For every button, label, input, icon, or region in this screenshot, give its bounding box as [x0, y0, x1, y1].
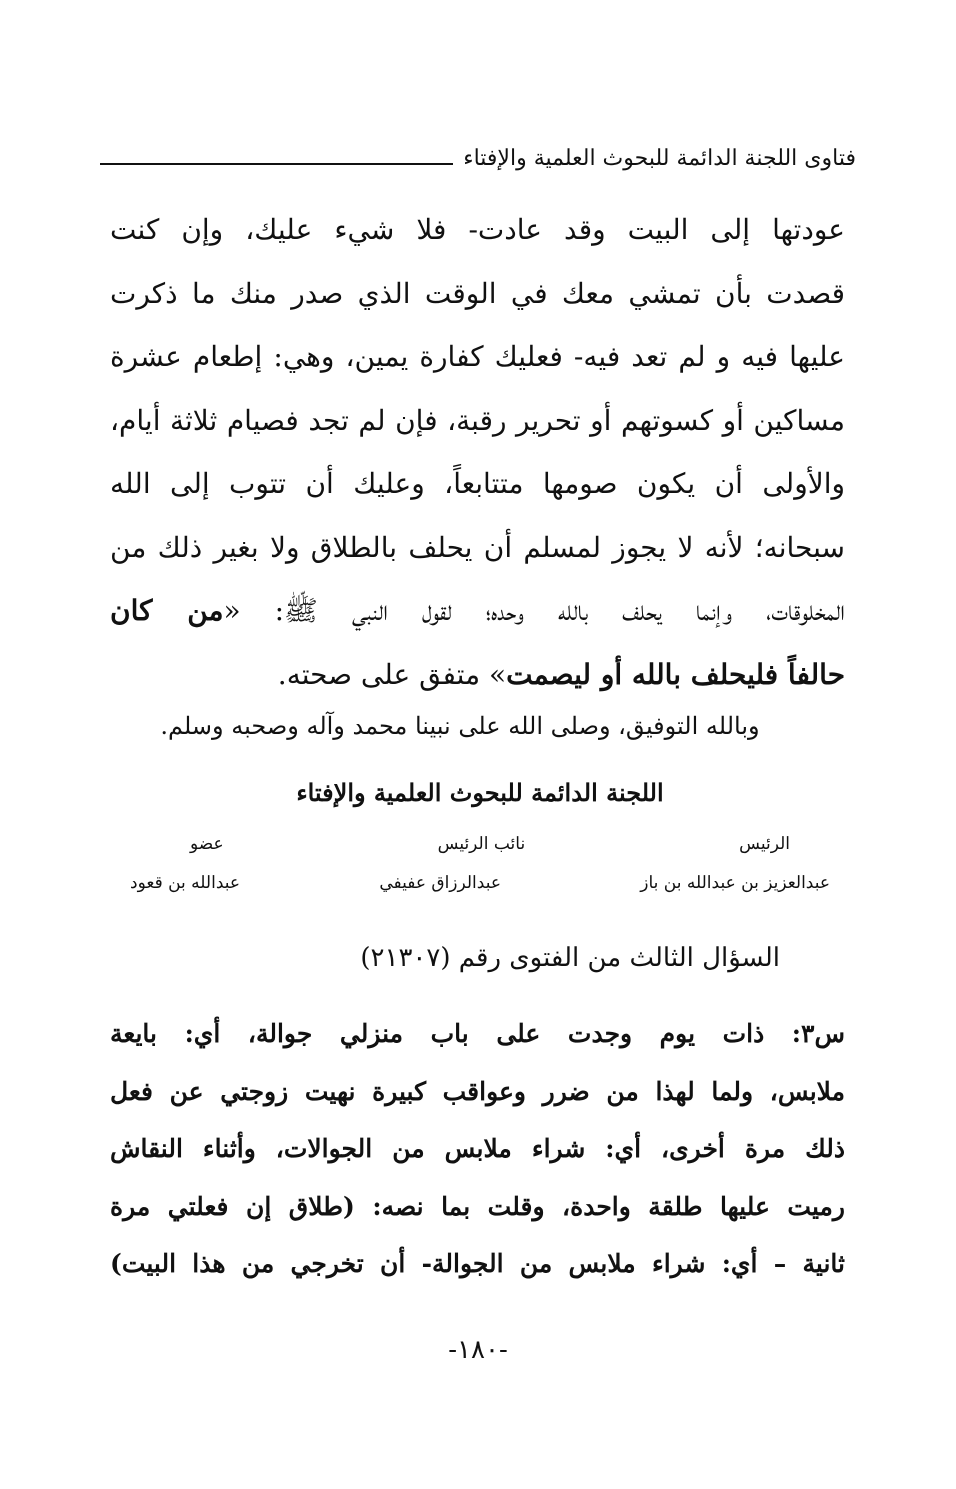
text-line: س٣: ذات يوم وجدت على باب منزلي جوالة، أي: بايعة	[110, 1019, 845, 1048]
question-reference: السؤال الثالث من الفتوى رقم (٢١٣٠٧)	[360, 943, 780, 973]
hadith-text: من كان	[110, 594, 224, 627]
text-line: قصدت بأن تمشي معك في الوقت الذي صدر منك ما ذكرت	[110, 276, 845, 310]
text-line: ثانية – أي: شراء ملابس من الجوالة- أن تخرجي من هذا البيت)	[110, 1249, 845, 1278]
text-line: عودتها إلى البيت وقد عادت- فلا شيء عليك، وإن كنت	[110, 213, 845, 246]
signatory-name: عبدالعزيز بن عبدالله بن باز	[640, 873, 830, 893]
text-line	[110, 579, 845, 643]
closing-prayer: وبالله التوفيق، وصلى الله على نبينا محمد وآله وصحبه وسلم.	[160, 712, 760, 740]
text-line	[110, 643, 845, 707]
role-label: عضو	[190, 834, 224, 854]
page-number: -١٨٠-	[448, 1335, 508, 1365]
text-plain: المخلوقات، وإنما يحلف بالله وحده؛ لقول النبي ﷺ: «	[223, 594, 845, 627]
text-line: والأولى أن يكون صومها متتابعاً، وعليك أن تتوب إلى الله	[110, 467, 845, 500]
role-label: نائب الرئيس	[437, 834, 526, 854]
signatory-names	[130, 873, 830, 893]
text-line: ملابس، ولما لهذا من ضرر وعواقب كبيرة نهيت زوجتي عن فعل	[110, 1076, 845, 1106]
role-label: الرئيس	[739, 834, 790, 854]
fatwa-answer-text	[110, 198, 845, 706]
text-plain: » متفق على صحته.	[277, 657, 507, 691]
text-line: عليها فيه و لم تعد فيه- فعليك كفارة يمين، وهي: إطعام عشرة	[110, 340, 845, 373]
question-text	[110, 1005, 845, 1293]
signatory-name: عبدالرزاق عفيفي	[379, 873, 501, 893]
committee-name: اللجنة الدائمة للبحوث العلمية والإفتاء	[296, 778, 664, 807]
signatory-roles	[130, 834, 830, 854]
header-title: فتاوى اللجنة الدائمة للبحوث العلمية والإفتاء	[463, 145, 856, 171]
text-line: سبحانه؛ لأنه لا يجوز لمسلم أن يحلف بالطلاق ولا بغير ذلك من	[110, 530, 845, 564]
text-line: مساكين أو كسوتهم أو تحرير رقبة، فإن لم تجد فصيام ثلاثة أيام،	[110, 403, 845, 437]
hadith-text: حالفاً فليحلف بالله أو ليصمت	[506, 657, 845, 691]
header-rule	[100, 163, 453, 165]
running-header	[100, 138, 856, 178]
text-line: ذلك مرة أخرى، أي: شراء ملابس من الجوالات، وأثناء النقاش	[110, 1134, 845, 1163]
signatory-name: عبدالله بن قعود	[130, 873, 241, 893]
text-line: رميت عليها طلقة واحدة، وقلت بما نصه: (طلاق إن فعلتي مرة	[110, 1191, 845, 1221]
